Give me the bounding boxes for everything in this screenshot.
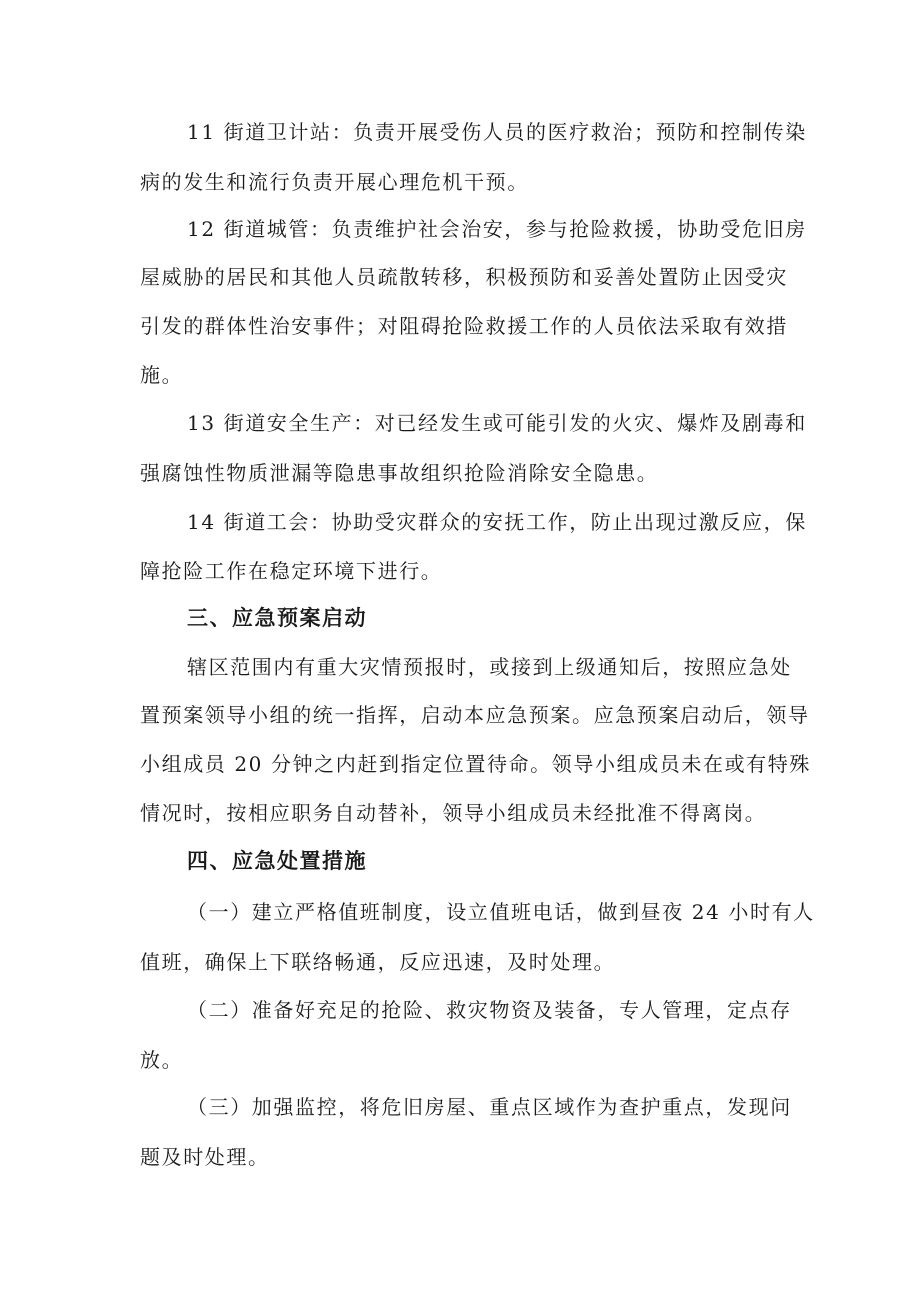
text-line: 置预案领导小组的统一指挥，启动本应急预案。应急预案启动后，领导	[140, 703, 810, 727]
text-line: 引发的群体性治安事件；对阻碍抢险救援工作的人员依法采取有效措	[140, 314, 788, 338]
text-line: 情况时，按相应职务自动替补，领导小组成员未经批准不得离岗。	[140, 801, 767, 825]
text-line: 11 街道卫计站：负责开展受伤人员的医疗救治；预防和控制传染	[187, 120, 807, 144]
text-line: 障抢险工作在稳定环境下进行。	[140, 559, 443, 583]
text-line: 小组成员 20 分钟之内赶到指定位置待命。领导小组成员未在或有特殊	[140, 752, 811, 776]
section-heading-plan-activation: 三、应急预案启动	[187, 606, 367, 630]
text-line: 13 街道安全生产：对已经发生或可能引发的火灾、爆炸及剧毒和	[187, 411, 807, 435]
text-line: 14 街道工会：协助受灾群众的安抚工作，防止出现过激反应，保	[187, 510, 807, 534]
text-line: 放。	[140, 1048, 184, 1072]
text-line: 强腐蚀性物质泄漏等隐患事故组织抢险消除安全隐患。	[140, 461, 659, 485]
text-line: 题及时处理。	[140, 1145, 270, 1169]
text-line: （二）准备好充足的抢险、救灾物资及装备，专人管理，定点存	[187, 998, 792, 1022]
text-line: 值班，确保上下联络畅通，反应迅速，及时处理。	[140, 950, 616, 974]
text-line: 12 街道城管：负责维护社会治安，参与抢险救援，协助受危旧房	[187, 217, 807, 241]
text-line: 病的发生和流行负责开展心理危机干预。	[140, 170, 529, 194]
text-line: （三）加强监控，将危旧房屋、重点区域作为查护重点，发现问	[187, 1095, 792, 1119]
text-line: 辖区范围内有重大灾情预报时，或接到上级通知后，按照应急处	[187, 655, 792, 679]
text-line: （一）建立严格值班制度，设立值班电话，做到昼夜 24 小时有人	[187, 900, 815, 924]
text-line: 施。	[140, 363, 184, 387]
text-line: 屋威胁的居民和其他人员疏散转移，积极预防和妥善处置防止因受灾	[140, 265, 788, 289]
section-heading-response-measures: 四、应急处置措施	[187, 849, 367, 873]
